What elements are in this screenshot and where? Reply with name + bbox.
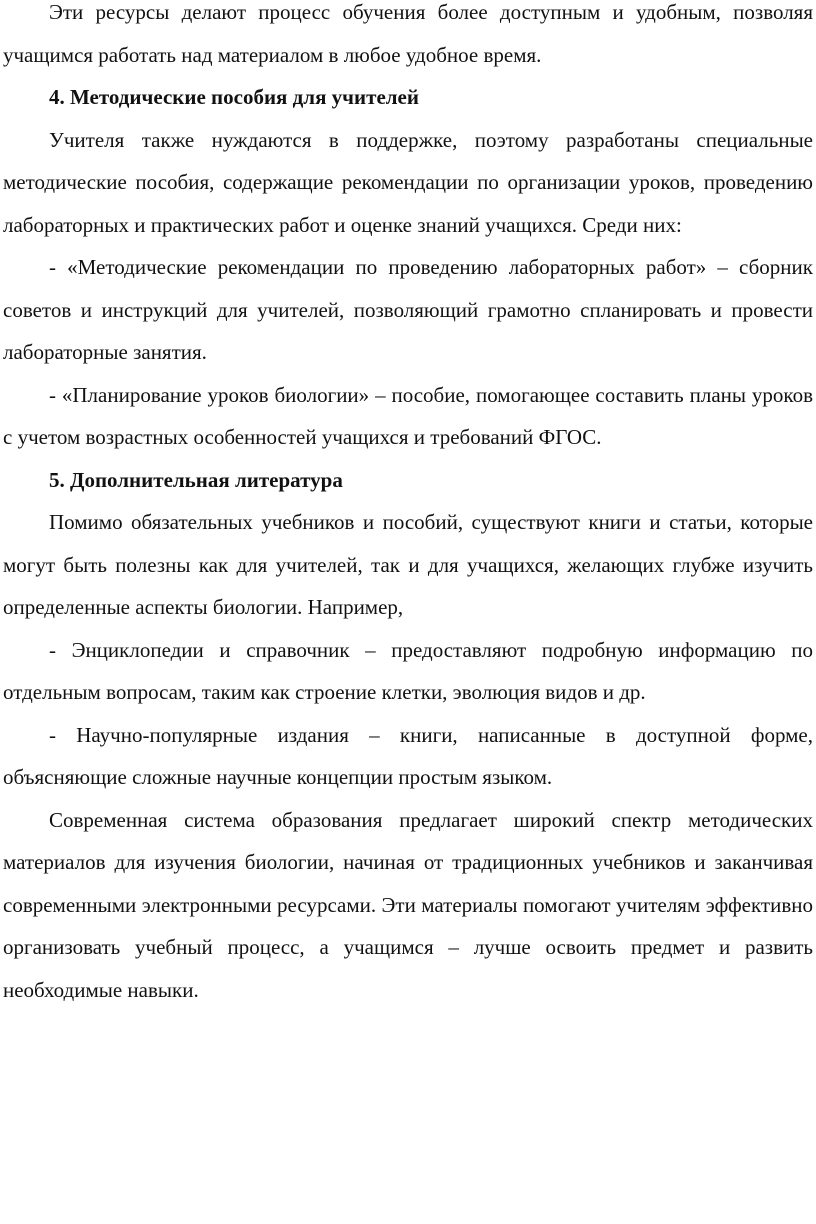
list-item-lab-recommendations: - «Методические рекомендации по проведению лабораторных работ» – сборник советов и инструкций для учителей, позволяющий грамотно спланировать и провести лабораторные занятия. [3, 255, 813, 364]
paragraph-teacher-support: Учителя также нуждаются в поддержке, поэтому разработаны специальные методические пособия, содержащие рекомендации по организации уроков, проведению лабораторных и практических работ и оценке знаний учащихся. Среди них: [3, 127, 813, 237]
list-item-lesson-planning: - «Планирование уроков биологии» – пособие, помогающее составить планы уроков с учетом возрастных особенностей учащихся и требований ФГОС. [3, 382, 813, 449]
paragraph-conclusion: Современная система образования предлагает широкий спектр методических материалов для изучения биологии, начиная от традиционных учебников и заканчивая современными электронными ресурсами. Эти материалы помогают учителям эффективно организовать учебный процесс, а учащимся – лучше освоить предмет и развить необходимые навыки. [3, 807, 813, 1002]
list-item-popular-science: - Научно-популярные издания – книги, написанные в доступной форме, объясняющие сложные научные концепции простым языком. [3, 722, 813, 789]
paragraph-additional-books: Помимо обязательных учебников и пособий, существуют книги и статьи, которые могут быть полезны как для учителей, так и для учащихся, желающих глубже изучить определенные аспекты биологии. Например, [3, 510, 813, 619]
list-item-encyclopedias: - Энциклопедии и справочник – предоставляют подробную информацию по отдельным вопросам, таким как строение клетки, эволюция видов и др. [3, 637, 813, 704]
section-heading-teacher-guides: 4. Методические пособия для учителей [49, 85, 419, 109]
paragraph-resources-access: Эти ресурсы делают процесс обучения более доступным и удобным, позволяя учащимся работать над материалом в любое удобное время. [3, 0, 813, 67]
section-heading-additional-literature: 5. Дополнительная литература [49, 467, 343, 492]
